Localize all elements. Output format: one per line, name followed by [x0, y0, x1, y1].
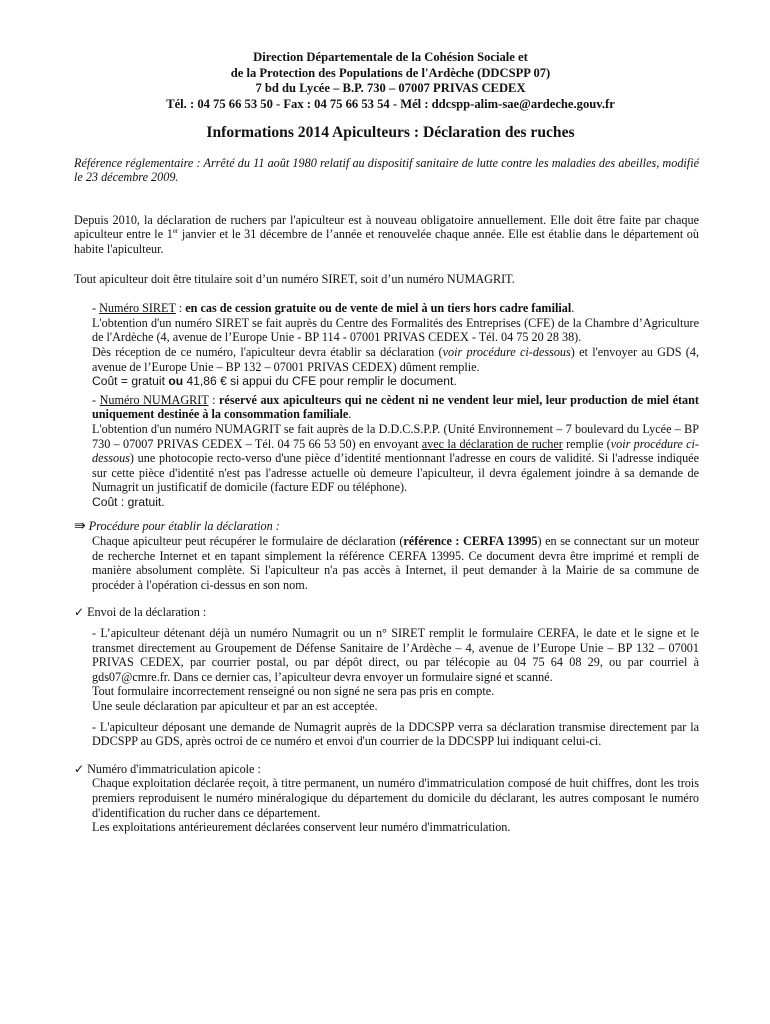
numagrit-body: L'obtention d'un numéro NUMAGRIT se fait auprès de la D.D.C.S.P.P. (Unité Environnement – 7 boulevard du Lycée – BP 730 – 07007 PRIVAS CEDEX – Tél. 04 75 66 53 50) en envoyant avec la déclaration de rucher remplie (voir procédure ci-dessous) une photocopie recto-verso d'une pièce d’identité mentionnant l'adresse en cours de validité. Si l'adresse indiquée sur cette pièce d'identité n'est pas l'adresse actuelle où demeure l'apiculteur, il devra également joindre à sa demande de Numagrit un justificatif de domicile (facture EDF ou téléphone).	[92, 421, 699, 495]
double-arrow-icon: ⇛	[74, 518, 86, 535]
envoi-paragraph-2: Tout formulaire incorrectement renseigné ou non signé ne sera pas pris en compte.	[92, 684, 495, 699]
letterhead	[82, 50, 699, 112]
siret-cost: Coût = gratuit ou 41,86 € si appui du CFE pour remplir le document.	[92, 374, 457, 389]
envoi-paragraph-1: - L’apiculteur détenant déjà un numéro Numagrit ou un n° SIRET remplit le formulaire CERFA, le date et le signe et le transmet directement au Groupement de Défense Sanitaire de l’Ardèche – 4, avenue de l’Europe Unie – BP 132 – 07001 PRIVAS CEDEX, par courrier postal, ou par dépôt direct, ou par télécopie au 04 75 64 08 29, ou par courriel à gds07@cmre.fr. Dans ce dernier cas, l’apiculteur devra envoyer un formulaire signé et scanné.	[92, 626, 699, 684]
siret-section	[92, 301, 699, 389]
siret-heading: - Numéro SIRET : en cas de cession gratuite ou de vente de miel à un tiers hors cadre familial.	[92, 301, 575, 316]
numagrit-cost: Coût : gratuit.	[92, 494, 165, 509]
letterhead-line-4: Tél. : 04 75 66 53 50 - Fax : 04 75 66 53 54 - Mél : ddcspp-alim-sae@ardeche.gouv.fr	[166, 96, 615, 111]
letterhead-line-3: 7 bd du Lycée – B.P. 730 – 07007 PRIVAS CEDEX	[255, 81, 526, 95]
procedure-body: Chaque apiculteur peut récupérer le formulaire de déclaration (référence : CERFA 13995) en se connectant sur un moteur de recherche Internet et en tapant simplement la référence CERFA 13995. Ce document devra être imprimé et rempli de manière absolument complète. Si l'apiculteur n'a pas accès à Internet, il peut demander à la Mairie de sa commune de procéder à l'opération ci-dessus en son nom.	[92, 534, 699, 592]
immat-paragraph-1: Chaque exploitation déclarée reçoit, à titre permanent, un numéro d'immatriculation composé de huit chiffres, dont les trois premiers reproduisent le numéro minéralogique du département du domicile du déclarant, les autres composant le numéro d'identification du rucher dans ce département.	[92, 776, 699, 820]
immat-heading: ✓ Numéro d'immatriculation apicole :	[74, 761, 261, 776]
numagrit-label: Numéro NUMAGRIT	[99, 392, 209, 407]
letterhead-line-2: de la Protection des Populations de l'Ardèche (DDCSPP 07)	[230, 65, 551, 80]
siret-body-1: L'obtention d'un numéro SIRET se fait auprès du Centre des Formalités des Entreprises (CFE) de la Chambre d’Agriculture de l'Ardèche (4, avenue de l’Europe Unie - BP 114 - 07001 PRIVAS CEDEX - Tél. 04 75 20 28 38).	[92, 315, 699, 345]
checkmark-icon: ✓	[74, 761, 85, 776]
checkmark-icon: ✓	[74, 605, 85, 620]
envoi-section	[92, 626, 699, 749]
letterhead-line-1: Direction Départementale de la Cohésion Sociale et	[253, 50, 528, 64]
envoi-paragraph-4: - L'apiculteur déposant une demande de Numagrit auprès de la DDCSPP verra sa déclaration transmise directement par la DDCSPP au GDS, après octroi de ce numéro et envoi d'un courrier de la DDCSPP lui indiquant celui-ci.	[92, 719, 699, 749]
regulatory-reference: Référence réglementaire : Arrêté du 11 août 1980 relatif au dispositif sanitaire de lutte contre les maladies des abeilles, modifié le 23 décembre 2009.	[74, 155, 699, 185]
numagrit-heading: - Numéro NUMAGRIT : réservé aux apiculteurs qui ne cèdent ni ne vendent leur miel, leur production de miel étant uniquement destinée à la consommation familiale.	[92, 392, 699, 422]
intro-paragraph-1: Depuis 2010, la déclaration de ruchers par l'apiculteur est à nouveau obligatoire annuellement. Elle doit être faite par chaque apiculteur entre le 1er janvier et le 31 décembre de l’année et renouvelée chaque année. Elle est établie dans le département où habite l'apiculteur.	[74, 212, 699, 256]
envoi-paragraph-3: Une seule déclaration par apiculteur et par an est acceptée.	[92, 699, 378, 713]
document-title: Informations 2014 Apiculteurs : Déclaration des ruches	[206, 124, 575, 141]
envoi-heading: ✓ Envoi de la déclaration :	[74, 605, 207, 620]
siret-label: Numéro SIRET	[99, 301, 176, 316]
numagrit-section	[92, 393, 699, 510]
siret-body-2: Dès réception de ce numéro, l'apiculteur devra établir sa déclaration (voir procédure ci-dessous) et l'envoyer au GDS (4, avenue de l’Europe Unie – BP 132 – 07001 PRIVAS CEDEX) dûment remplie.	[92, 344, 699, 374]
immat-paragraph-2: Les exploitations antérieurement déclarées conservent leur numéro d'immatriculation.	[92, 820, 511, 835]
procedure-heading: ⇛ Procédure pour établir la déclaration :	[74, 518, 280, 535]
intro-paragraph-2: Tout apiculteur doit être titulaire soit d’un numéro SIRET, soit d’un numéro NUMAGRIT.	[74, 271, 515, 286]
